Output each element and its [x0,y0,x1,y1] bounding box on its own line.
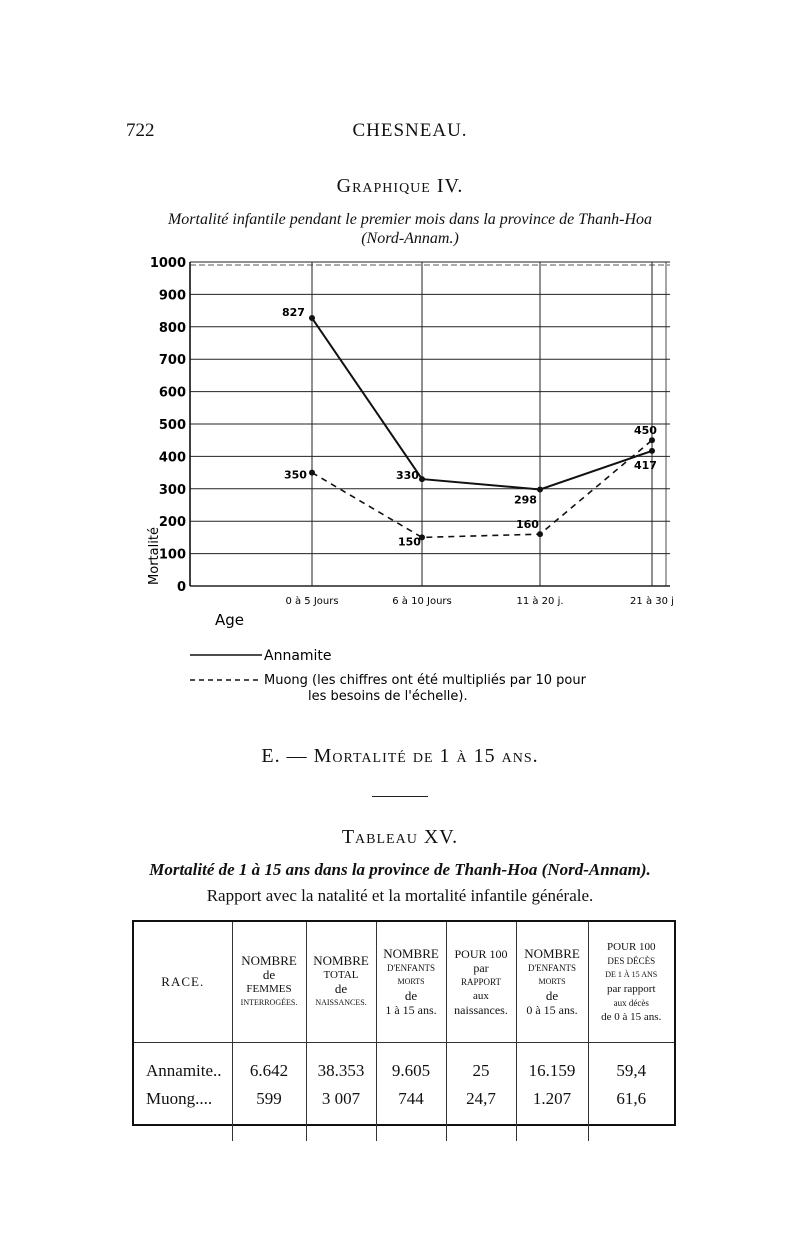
header-race: RACE. [134,922,232,1043]
y-tick-label: 800 [158,320,186,336]
mortality-chart [140,248,680,708]
graph-subtitle-line1: Mortalité infantile pendant le premier mois dans la province de Thanh-Hoa [167,211,653,228]
y-tick-label: 900 [158,288,186,304]
y-axis-label: Mortalité [147,527,162,585]
y-tick-label: 200 [158,515,186,531]
data-point [537,531,543,537]
cell-morts-0-15: 16.159 [516,1043,588,1086]
header-morts-1-15: NOMBRE D'ENFANTS MORTS de 1 à 15 ans. [376,922,446,1043]
data-point [309,315,315,321]
mortality-table [132,920,676,1126]
row-race: Annamite.. [146,1061,222,1080]
data-label: 450 [634,424,657,438]
y-tick-label: 1000 [149,256,186,271]
graph-subtitle-line2: (Nord-Annam.) [361,230,459,247]
cell-pour100-naissances: 24,7 [446,1085,516,1113]
chart-legend [190,648,587,704]
y-tick-label: 300 [158,482,186,498]
data-label: 160 [516,518,539,532]
header-morts-0-15: NOMBRE D'ENFANTS MORTS de 0 à 15 ans. [516,922,588,1043]
legend-annamite-label: Annamite [264,648,332,664]
data-point [649,448,655,454]
y-tick-label: 700 [158,353,186,369]
cell-morts-1-15: 744 [376,1085,446,1113]
x-tick-label: 0 à 5 Jours [285,596,339,607]
legend-muong-label: Muong (les chiffres ont été multipliés par 10 pour les besoins de l'échelle). [264,673,586,704]
running-head: CHESNEAU. [352,120,468,141]
table-subtitle-2: Rapport avec la natalité et la mortalité infantile générale. [206,886,594,905]
cell-pour100-naissances: 25 [446,1043,516,1086]
data-point [309,470,315,476]
y-tick-label: 100 [158,547,186,563]
cell-morts-0-15: 1.207 [516,1085,588,1113]
table-row [134,1043,674,1086]
cell-naissances: 3 007 [306,1085,376,1113]
cell-femmes: 599 [232,1085,306,1113]
x-tick-label: 6 à 10 Jours [392,596,452,607]
data-label: 350 [284,468,307,482]
table-row [134,1085,674,1113]
x-tick-label: 21 à 30 j [630,596,674,607]
section-divider [372,796,428,797]
x-tick-labels [285,595,674,607]
row-race: Muong.... [146,1089,213,1108]
graph-title: Graphique IV. [336,175,464,197]
data-label: 330 [396,469,419,483]
x-tick-label: 11 à 20 j. [516,596,564,607]
table-title: Tableau XV. [341,826,459,848]
data-label: 827 [282,306,305,320]
header-pour100-naissances: POUR 100 par RAPPORT aux naissances. [446,922,516,1043]
data-label: 150 [398,535,421,549]
graph-subtitle [110,210,710,248]
section-heading: E. — Mortalité de 1 à 15 ans. [261,745,539,767]
cell-femmes: 6.642 [232,1043,306,1086]
y-tick-label: 400 [158,450,186,466]
cell-pour100-deces: 59,4 [588,1043,674,1086]
header-femmes: NOMBRE de FEMMES INTERROGÉES. [232,922,306,1043]
data-point [419,476,425,482]
y-tick-label: 500 [158,418,186,433]
data-point [537,486,543,492]
y-tick-label: 600 [158,385,186,401]
data-label: 298 [514,493,537,507]
cell-pour100-deces: 61,6 [588,1085,674,1113]
x-axis-label: Age [215,611,245,629]
series-line-annamite [312,318,652,489]
cell-naissances: 38.353 [306,1043,376,1086]
page-number: 722 [126,120,155,141]
header-naissances: NOMBRE TOTAL de NAISSANCES. [306,922,376,1043]
y-tick-label: 0 [176,580,186,595]
cell-morts-1-15: 9.605 [376,1043,446,1086]
header-pour100-deces: POUR 100 DES DÉCÈS DE 1 À 15 ANS par rapport aux décès de 0 à 15 ans. [588,922,674,1043]
chart-series [282,306,657,548]
table-subtitle: Mortalité de 1 à 15 ans dans la province de Thanh-Hoa (Nord-Annam). [149,860,651,879]
data-point [649,437,655,443]
data-label: 417 [634,458,657,472]
table-header-row [134,922,674,1043]
